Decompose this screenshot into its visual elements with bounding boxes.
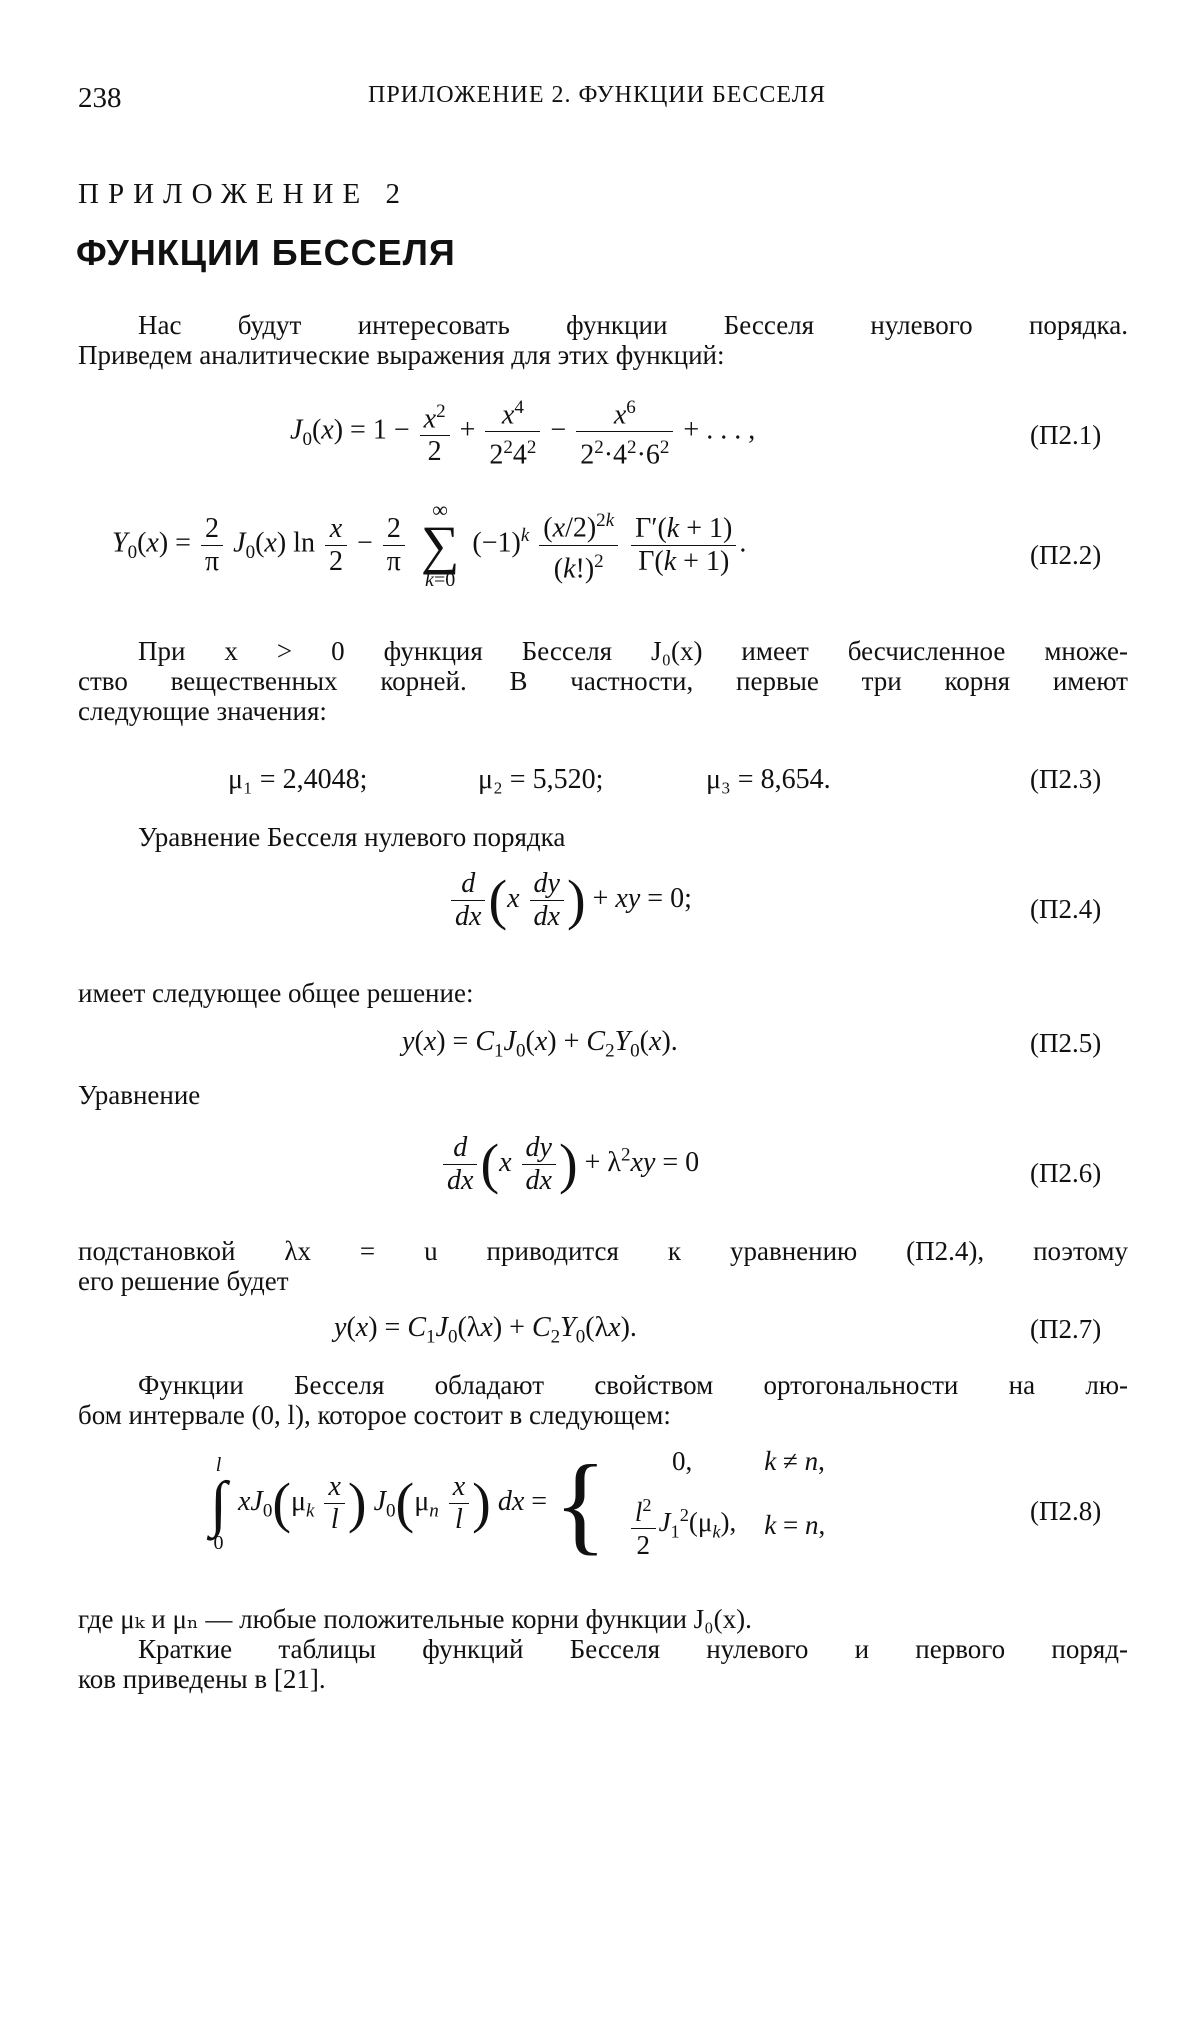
text-line: имеет следующее общее решение: — [78, 978, 474, 1008]
formula-bessel-equation: $\frac{d}{dx}$ (x $\frac{dy}{dx}$ ) + xy = 0; — [448, 868, 692, 933]
paragraph-substitution — [78, 1236, 1128, 1296]
paragraph-line: Краткие таблицы функций Бесселя нулевого и первого поряд- — [138, 1634, 1128, 1664]
formula-orthogonality: l ∫ 0 $xJ_0(\mu_k$ $\frac{x}{l}$ ) $J_0(\mu_n$ $\frac{x}{l}$ ) dx = { 0, k ≠ n, $\frac{l^2}{2}$ $J_1^2(\mu_k)$, k = n, — [210, 1442, 826, 1565]
formula-lambda-solution: $y(x) = C_1J_0(\lambda x) + C_2Y_0(\lambda x)$. — [334, 1312, 637, 1348]
equation-number: (П2.6) — [1030, 1158, 1102, 1188]
paragraph-line: Нас будут интересовать функции Бесселя нулевого порядка. — [138, 310, 1128, 340]
formula-lambda-equation: $\frac{d}{dx}$ (x $\frac{dy}{dx}$ ) + $\lambda^2xy = 0$ — [440, 1132, 699, 1197]
chapter-title: ФУНКЦИИ БЕССЕЛЯ — [76, 232, 456, 273]
paragraph-line: Приведем аналитические выражения для этих функций: — [78, 340, 725, 370]
equation-number: (П2.1) — [1030, 420, 1102, 450]
paragraph-line: где μₖ и μₙ — любые положительные корни функции J₀(x). — [78, 1604, 752, 1634]
paragraph-orthogonality — [78, 1370, 1128, 1430]
formula-j0-series: $J_0(x) = 1$ − $\frac{x^2}{2}$ + $\frac{x^4}{2^24^2}$ − $\frac{x^6}{2^2\cdot 4^2\cdot 6^2}$ + . . . , — [290, 392, 755, 472]
paragraph-roots — [78, 636, 1128, 726]
equation-number: (П2.3) — [1030, 764, 1102, 794]
equation-number: (П2.2) — [1030, 540, 1102, 570]
paragraph-line: ков приведены в [21]. — [78, 1664, 326, 1694]
paragraph-closing — [78, 1604, 1128, 1694]
paragraph-line: Функции Бесселя обладают свойством ортогональности на лю- — [138, 1370, 1128, 1400]
equation-number: (П2.8) — [1030, 1496, 1102, 1526]
paragraph-line: подстановкой λx = u приводится к уравнению (П2.4), поэтому — [78, 1236, 1128, 1266]
equation-number: (П2.4) — [1030, 894, 1102, 924]
paragraph-line: бом интервале (0, l), которое состоит в следующем: — [78, 1400, 671, 1430]
paragraph-line: следующие значения: — [78, 696, 327, 726]
paragraph-line: ство вещественных корней. В частности, первые три корня имеют — [78, 666, 1128, 696]
equation-number: (П2.7) — [1030, 1314, 1102, 1344]
appendix-label: ПРИЛОЖЕНИЕ 2 — [78, 178, 409, 210]
formula-general-solution: $y(x) = C_1J_0(x) + C_2Y_0(x)$. — [402, 1026, 678, 1062]
root-mu3: μ₃ = 8,654. — [706, 764, 831, 795]
paragraph-line: его решение будет — [78, 1266, 289, 1296]
equation-number: (П2.5) — [1030, 1028, 1102, 1058]
text-line: Уравнение — [78, 1080, 201, 1110]
root-mu1: μ₁ = 2,4048; — [228, 764, 368, 795]
formula-y0: $Y_0(x)$ = $\frac{2}{\pi}$ $J_0(x)$ ln $\frac{x}{2}$ − $\frac{2}{\pi}$ ∞ ∑ k=0 $(-1)^k$ $\frac{(x/2)^{2k}}{(k!)^2}$ $\frac{\Gamma'(k + 1)}{\Gamma(k + 1)}$ . — [112, 497, 747, 591]
root-mu2: μ₂ = 5,520; — [478, 764, 604, 795]
page-number: 238 — [78, 82, 122, 114]
running-head: ПРИЛОЖЕНИЕ 2. ФУНКЦИИ БЕССЕЛЯ — [368, 82, 827, 108]
paragraph-intro — [78, 310, 1128, 370]
text-line: Уравнение Бесселя нулевого порядка — [138, 822, 566, 852]
paragraph-line: При x > 0 функция Бесселя J₀(x) имеет бесчисленное множе- — [138, 636, 1128, 666]
